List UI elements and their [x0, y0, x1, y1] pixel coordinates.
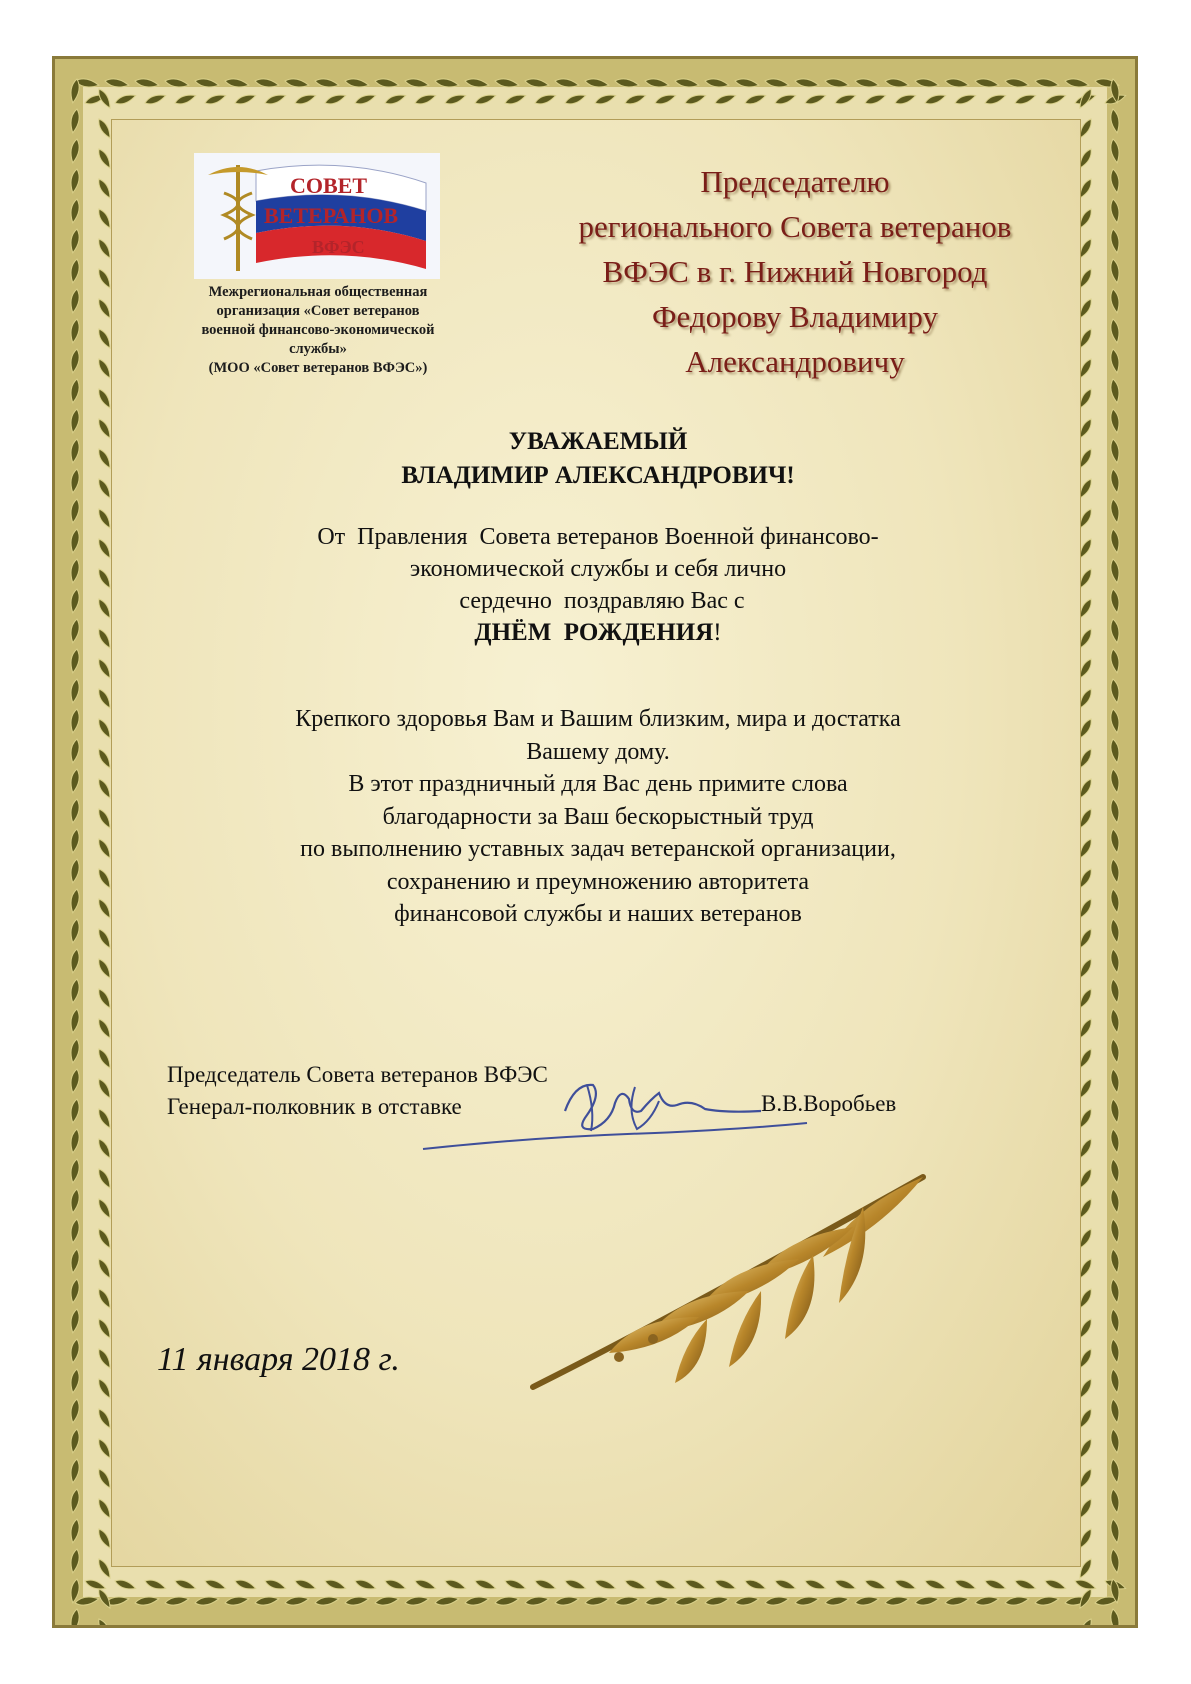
logo-word-3: ВФЭС	[312, 237, 365, 257]
org-caption-line: службы»	[289, 341, 347, 357]
certificate	[52, 56, 1138, 1628]
congratulation-text	[55, 521, 1138, 649]
org-caption-line: Межрегиональная общественная	[208, 284, 428, 300]
wishes-line: Крепкого здоровья Вам и Вашим близким, мира и достатка	[295, 706, 901, 732]
addressee-line: регионального Совета ветеранов	[578, 209, 1012, 244]
addressee-block	[515, 159, 1075, 384]
wishes-line: по выполнению уставных задач ветеранской организации,	[300, 836, 896, 862]
wishes-line: финансовой службы и наших ветеранов	[394, 901, 802, 927]
occasion-exclamation: !	[713, 619, 722, 646]
organization-caption	[133, 283, 503, 378]
congratulation-line: сердечно поздравляю Вас с	[459, 588, 745, 614]
wishes-line: В этот праздничный для Вас день примите слова	[348, 771, 848, 797]
caduceus-flag-logo-icon	[194, 153, 440, 279]
occasion-line	[55, 617, 1138, 649]
wishes-text	[55, 703, 1138, 931]
org-caption-line: (МОО «Совет ветеранов ВФЭС»)	[208, 360, 428, 376]
wishes-line: благодарности за Ваш бескорыстный труд	[382, 803, 814, 830]
wishes-line: сохранению и преумножению авторитета	[386, 868, 810, 895]
addressee-line: Федорову Владимиру	[651, 299, 938, 334]
position-line-1: Председатель Совета ветеранов ВФЭС	[167, 1062, 548, 1087]
salutation	[55, 425, 1138, 493]
congratulation-line: экономической службы и себя лично	[409, 556, 787, 582]
wishes-line: Вашему дому.	[526, 738, 670, 765]
signer-name: В.В.Воробьев	[761, 1091, 897, 1116]
document-date: 11 января 2018 г.	[157, 1341, 400, 1378]
position-line-2: Генерал-полковник в отставке	[167, 1094, 462, 1119]
laurel-branch-icon	[523, 1167, 943, 1397]
logo-word-1: СОВЕТ	[290, 173, 368, 198]
salutation-line-2: ВЛАДИМИР АЛЕКСАНДРОВИЧ!	[401, 462, 795, 489]
congratulation-line: От Правления Совета ветеранов Военной финансово-	[317, 524, 879, 550]
addressee-line: Александровичу	[685, 344, 905, 379]
logo-word-2: ВЕТЕРАНОВ	[264, 203, 399, 228]
salutation-line-1: УВАЖАЕМЫЙ	[508, 428, 688, 455]
org-caption-line: организация «Совет ветеранов	[216, 303, 420, 319]
addressee-line: Председателю	[700, 164, 890, 199]
addressee-line: ВФЭС в г. Нижний Новгород	[602, 254, 988, 289]
org-caption-line: военной финансово-экономической	[201, 322, 435, 338]
occasion-title: ДНЁМ РОЖДЕНИЯ	[474, 619, 714, 646]
